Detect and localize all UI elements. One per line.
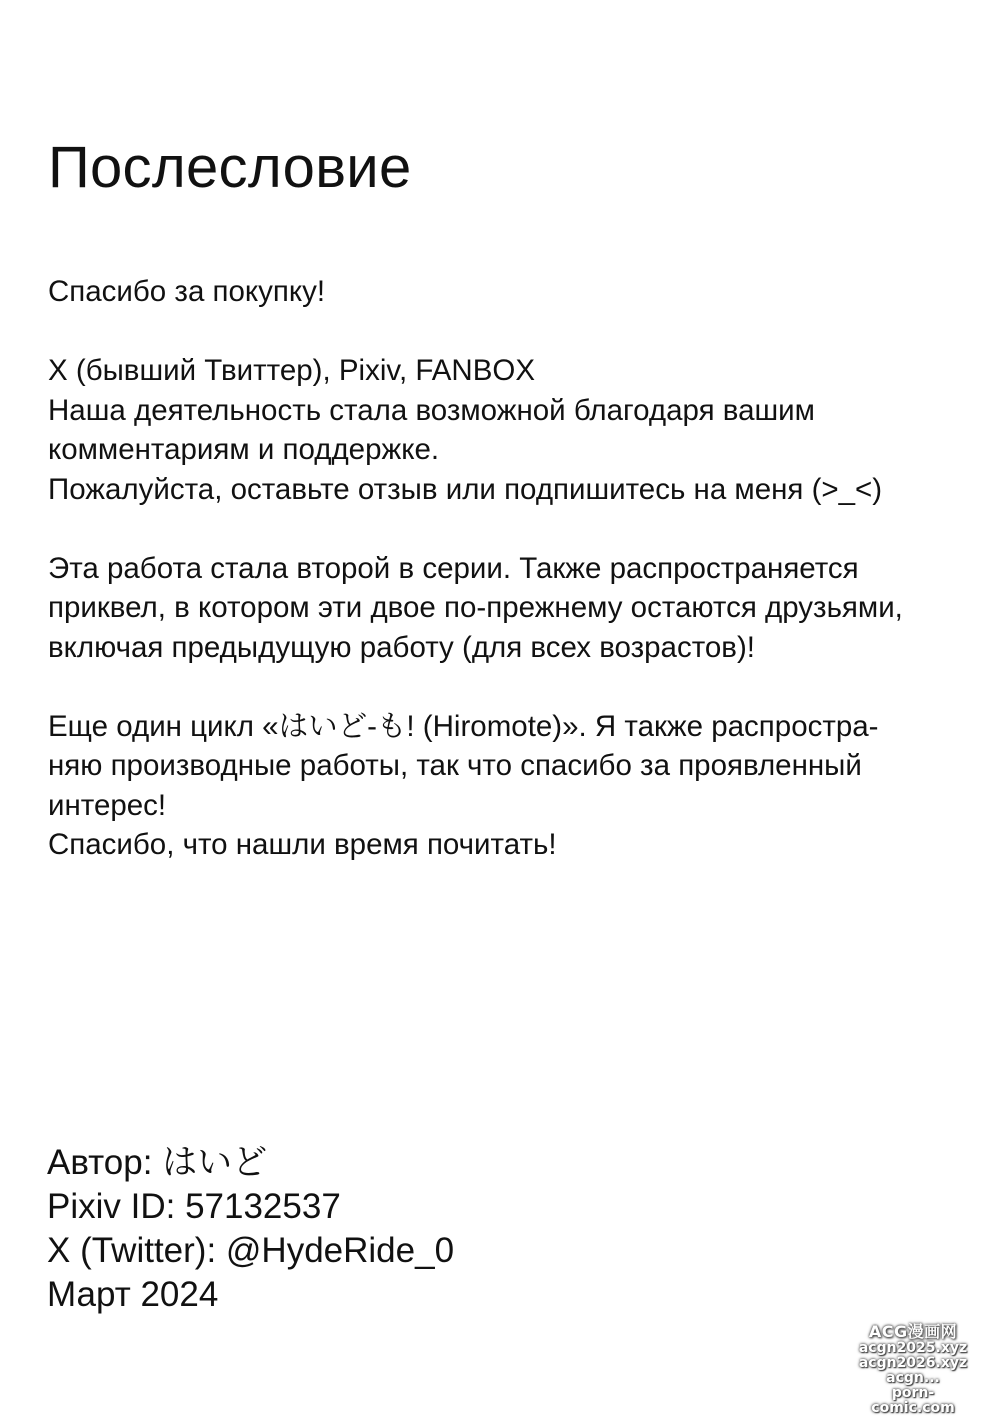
body-line: включая предыдущую работу (для всех возрастов)!: [48, 630, 755, 664]
body-line: Еще один цикл «はいど-も! (Hiromote)». Я также распростра-: [48, 709, 879, 743]
author-credit: Автор: はいど: [47, 1143, 268, 1182]
watermark-logo: ACG漫画网: [868, 1322, 958, 1341]
paragraph-gap: [48, 312, 978, 352]
body-line: комментариям и поддержке.: [48, 433, 440, 466]
body-line: приквел, в котором эти двое по-прежнему остаются друзьями,: [48, 591, 903, 624]
paragraph-gap: [48, 667, 978, 707]
body-line: няю производные работы, так что спасибо за проявленный: [48, 749, 862, 782]
page-title: Послесловие: [48, 135, 412, 200]
watermark-url: acgn2025.xyz: [858, 1340, 968, 1356]
publication-date: Март 2024: [47, 1275, 219, 1314]
watermark-url: porn-comic.com: [871, 1385, 955, 1416]
body-line: интерес!: [48, 788, 167, 822]
twitter-handle: X (Twitter): @HydeRide_0: [47, 1231, 455, 1270]
paragraph-gap: [48, 509, 978, 549]
body-line: Спасибо, что нашли время почитать!: [48, 828, 557, 861]
body-line: Наша деятельность стала возможной благодаря вашим: [48, 393, 815, 427]
body-line: Пожалуйста, оставьте отзыв или подпишитесь на меня (>_<): [48, 472, 883, 506]
body-line: X (бывший Твиттер), Pixiv, FANBOX: [48, 354, 536, 387]
watermark-url: acgn...: [886, 1370, 940, 1386]
site-watermark: [854, 1323, 972, 1416]
afterword-body: [48, 272, 978, 865]
body-line: Спасибо за покупку!: [48, 275, 326, 308]
watermark-url: acgn2026.xyz: [858, 1355, 968, 1371]
body-line: Эта работа стала второй в серии. Также распространяется: [48, 551, 859, 585]
credits-block: [47, 1141, 454, 1317]
pixiv-id: Pixiv ID: 57132537: [47, 1187, 341, 1226]
